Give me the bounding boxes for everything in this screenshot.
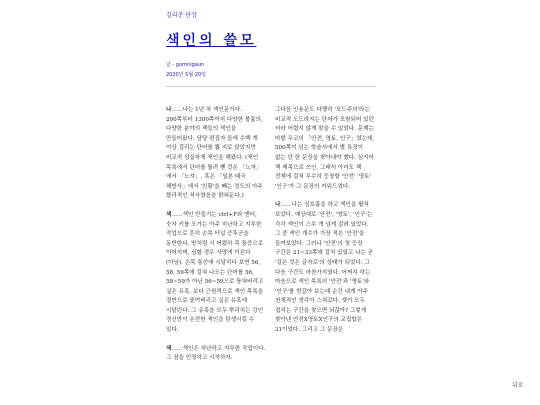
body-column-left [166, 106, 266, 373]
body-column-right [275, 106, 375, 345]
paragraph-text: ……색인은 지난하고 지루한 작업이다. 그 점을 인정하고 시작하자. [166, 345, 266, 362]
paragraph [166, 211, 266, 336]
category-link[interactable]: 김리준 단상 [166, 12, 197, 19]
paragraph-lead: 색 [166, 345, 172, 352]
article-meta [166, 60, 206, 80]
paragraph-text: ……나는 1년 차 색인문이다. 200쪽부터 1300쪽까지 다양한 볼륨의, 다양한 분야의 책들의 색인을 만들어왔다. 담당 편집자 들에 수백 개 이상 걸리는 단어를 뽑 지로 앉았지만 비교적 성실하게 색인을 해왔다. (색인 목록에서 단어를 틀려 뺀 것은 「노자」에서 「노자」, 혹은 「일본 태국 해방사」에서 '친황'을 빼는 정도의 아주 합리적인 처사였음을 밝혀둔다.) [166, 107, 263, 200]
article-title[interactable]: 색인의 쓸모 [166, 33, 257, 49]
paragraph [275, 201, 375, 335]
post-date: 2020년 5월 20일 [166, 72, 206, 78]
paragraph-text: ……나는 심호흡을 하고 색인을 펼쳐 보았다. 예상대로 '안전', '영토', '인구'는 각각 색인이 스무 개 넘게 걸려 있었다. 그 중 색인 개수가 가장 적은 '안전'을 들여보았다. 그러나 '안전'의 첫 등장 구간은 21~33쪽에 걸쳐 있었고 나는 곧 '길은 것은 글자로'의 상태가 되었다. 그 다음 구간도 마찬가지였다. 어쩌지 하는 마음으로 색인 목록의 '안전'과 '영토'와 '인구'를 번갈아 보는데 순간 내게 아주 천재적인 생각이 스쳐갔다. 셋이 모두 겹치는 구간을 찾으면 되잖아? 그렇게 찾아낸 안전X영토X인구의 교집합은 31이었다. 그리고 그 문장은 [275, 202, 374, 334]
title-divider [166, 86, 376, 87]
paragraph [275, 106, 375, 192]
author-link[interactable]: 글 - gumnigaun [166, 62, 205, 68]
paragraph [166, 345, 266, 364]
paragraph-lead: 나 [166, 107, 172, 113]
paragraph-text: ……색인 만들기는 ctrl+F와 엔터, 숫자 키를 오가는 아주 지난하고 지루한 작업으로 흔히 손목 터널 증후군을 동반한다. 방처럼 시 어렵하 목 통증으로 이어지며, 심할 경우 사망에 이른다(아님). 손목 통증에 시달리다 보면 56, 58, 59쪽에 걸쳐 나오는 단어를 56, 58~59가 아닌 56~59으로 퉁쳐버리고 싶은 유혹, 보다 근원적으로 색인 목록을 절반으로 줄여버리고 싶은 유혹에 시달린다. 그 유혹을 모두 뿌리치는 강인 정신만이 온전한 색인을 탄생시킬 수 있다. [166, 211, 264, 334]
paragraph-lead: 나 [275, 202, 281, 209]
paragraph [166, 106, 266, 202]
back-link[interactable]: 뒤로 [512, 382, 524, 389]
paragraph-lead: 색 [166, 211, 172, 218]
paragraph-text: 그다음 인용문도 다행히 '포드주의'라는 비교적 도드라지는 단어가 포함되어 있던 터라 어렵지 않게 찾을 수 있었다. 문제는 마밭 무코의 「안전, 영토, 인구」였는데, 500쪽이 넘는 학술서에서 별 특징이 없는 단 한 문장을 찾아내야 했다. 심지어 책 제목으로 쓰인, 그래서 아마도 책 전체에 걸쳐 무수히 등장할 '안전' '영토' '인구'가 그 문장의 키워드였다. [275, 107, 375, 190]
